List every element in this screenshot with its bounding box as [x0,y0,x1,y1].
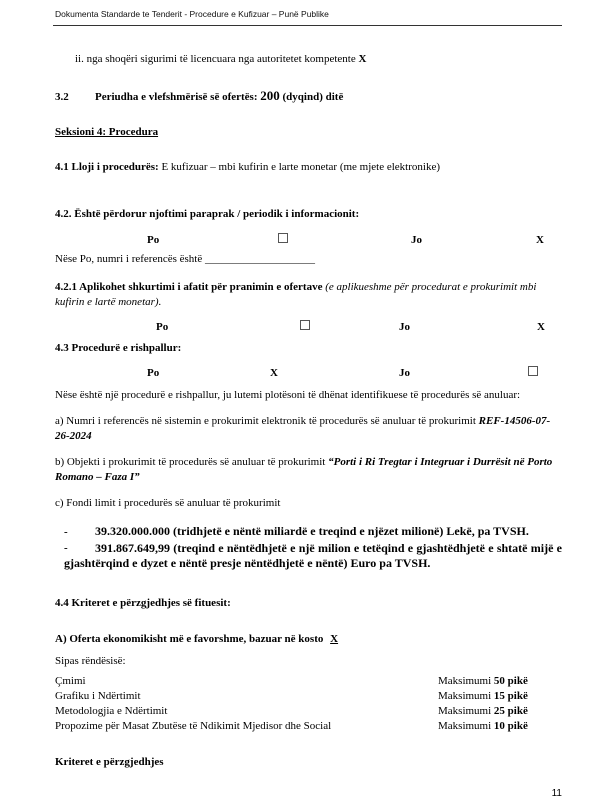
running-header: Dokumenta Standarde te Tenderit - Procedure e Kufizuar – Punë Publike [55,9,329,19]
criteria-points [438,705,528,718]
criteria-max-label: Maksimumi [438,690,492,702]
checkbox-icon [528,366,538,376]
insurance-mark: X [358,53,367,65]
validity-period-line [95,89,343,104]
criteria-name: Çmimi [55,675,86,687]
criteria-points [438,720,528,733]
cancelled-object [55,455,560,485]
economic-offer-mark: X [330,633,339,645]
fund-lek: 39.320.000.000 (tridhjetë e nëntë miliardë e treqind e njëzet milionë) Lekë, pa TVSH. [95,524,529,538]
s421-note: (e aplikueshme për procedurat e prokurimit mbi kufirin e lartë monetar). [55,281,537,308]
bullet-dash-1: - [64,526,68,538]
page-number: 11 [551,788,562,799]
criteria-points-value: 10 pikë [493,720,528,732]
checkbox-icon [278,233,288,243]
criteria-name: Metodologjia e Ndërtimit [55,705,168,717]
criteria-points-value: 25 pikë [493,705,528,717]
insurance-text: ii. nga shoqëri sigurimi të licencuara nga autoritetet kompetente [75,53,356,65]
importance-label: Sipas rëndësisë: [55,655,126,667]
checkbox-icon [300,320,310,330]
s43-po-label: Po [147,367,160,379]
cancelled-reference-text: a) Numri i referencës në sistemin e prokurimit elektronik të procedurës së anuluar të prokurimit [55,415,479,427]
s42-jo-mark: X [536,234,544,246]
s421-jo-mark: X [537,321,545,333]
section-4-title: Seksioni 4: Procedura [55,126,159,138]
s421-po-checkbox [300,320,310,333]
cancelled-object-text: b) Objekti i prokurimit të procedurës së anuluar të prokurimit [55,456,329,468]
section-4-4-title: 4.4 Kriteret e përzgjedhjes së fituesit: [55,597,231,609]
procedure-type-text: E kufizuar – mbi kufirin e larte monetar (me mjete elektronike) [158,161,440,173]
criteria-max-label: Maksimumi [438,705,492,717]
section-4-2-label: 4.2. Është përdorur njoftimi paraprak / periodik i informacionit: [55,208,360,220]
criteria-points [438,690,528,703]
s43-po-mark: X [270,367,278,379]
validity-value: 200 [260,88,280,103]
section-3-2-number: 3.2 [55,91,69,103]
cancelled-object-name: “Porti i Ri Tregtar i Integruar i Durrësit në Porto Romano – Faza I” [55,456,553,483]
criteria-name: Grafiku i Ndërtimit [55,690,141,702]
s42-jo-label: Jo [411,234,422,246]
s42-po-label: Po [147,234,160,246]
section-4-3-label: 4.3 Procedurë e rishpallur: [55,342,182,354]
reference-number-line: Nëse Po, numri i referencës është ____________________ [55,253,315,265]
bullet-dash-2: - [64,542,68,554]
fund-euro: 391.867.649,99 (treqind e nëntëdhjetë e një milion e tetëqind e gjashtëdhjetë e shtatë mijë e gjashtërqind e dyzet e nëntë presje nëntëdhjetë e nëntë) Euro pa TVSH. [64,541,562,570]
reissued-intro: Nëse është një procedurë e rishpallur, ju lutemi plotësoni të dhënat identifikuese të procedurës së anuluar: [55,389,521,401]
validity-label: Periudha e vlefshmërisë së ofertës: [95,91,258,103]
s43-jo-label: Jo [399,367,410,379]
criteria-points-value: 15 pikë [493,690,528,702]
s421-label: 4.2.1 Aplikohet shkurtimi i afatit për pranimin e ofertave [55,281,323,293]
cancelled-reference [55,414,560,444]
criteria-points-value: 50 pikë [493,675,528,687]
criteria-max-label: Maksimumi [438,720,492,732]
s421-jo-label: Jo [399,321,410,333]
criteria-max-label: Maksimumi [438,675,492,687]
procedure-type-label: 4.1 Lloji i procedurës: [55,161,159,173]
s421-po-label: Po [156,321,169,333]
section-4-2-1 [55,280,555,310]
cancelled-fund-label: c) Fondi limit i procedurës së anuluar të prokurimit [55,497,281,509]
cancelled-reference-number: REF-14506-07-26-2024 [55,415,551,442]
header-divider [53,25,562,26]
selection-criteria-heading: Kriteret e përzgjedhjes [55,756,164,768]
economic-offer-line [55,633,338,646]
s43-jo-checkbox [528,366,538,379]
economic-offer-label: A) Oferta ekonomikisht më e favorshme, bazuar në kosto [55,633,324,645]
validity-suffix: (dyqind) ditë [282,91,344,103]
procedure-type-line [55,161,440,174]
insurance-line [75,53,366,66]
s42-po-checkbox [278,233,288,246]
criteria-points [438,675,528,688]
criteria-name: Propozime për Masat Zbutëse të Ndikimit Mjedisor dhe Social [55,720,332,732]
